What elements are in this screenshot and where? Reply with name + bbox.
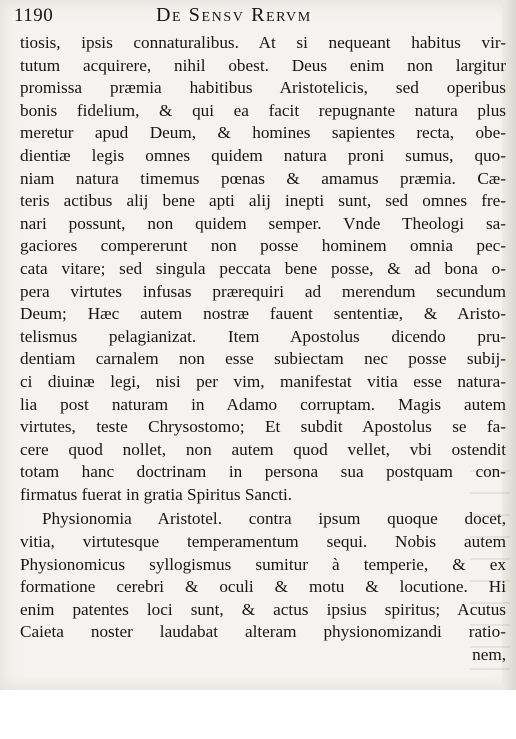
text-line: Physionomicus syllogismus sumitur à temperie, & ex bbox=[20, 554, 506, 574]
text-line: Caieta noster laudabat alteram physionomizandi ratio- bbox=[20, 622, 506, 642]
text-line: dientiæ legis omnes quidem natura proni sumus, quo- bbox=[20, 145, 506, 165]
text-line: dentiam carnalem non esse subiectam nec posse subij- bbox=[20, 349, 506, 369]
running-title: De Sensv Rervm bbox=[156, 4, 312, 26]
page-number: 1190 bbox=[14, 5, 54, 26]
body-text bbox=[20, 32, 506, 667]
text-line: nari possunt, non quidem semper. Vnde Theologi sa- bbox=[20, 213, 506, 233]
text-line: Deum; Hæc autem nostræ fauent sententiæ, & Aristo- bbox=[20, 304, 506, 324]
text-line: enim patentes loci sunt, & actus ipsius spiritus; Acutus bbox=[20, 599, 506, 619]
text-line: cata vitare; sed singula peccata bene posse, & ad bona o- bbox=[20, 258, 506, 278]
text-line: ci diuinæ legi, nisi per vim, manifestat vitia esse natura- bbox=[20, 371, 506, 391]
text-line: lia post naturam in Adamo corruptam. Magis autem bbox=[20, 394, 506, 414]
paragraph-1 bbox=[20, 32, 506, 506]
text-line: tutum acquirere, nihil obest. Deus enim non largitur bbox=[20, 55, 506, 75]
text-line: virtutes, teste Chrysostomo; Et subdit Apostolus se fa- bbox=[20, 417, 506, 437]
text-line: tiosis, ipsis connaturalibus. At si nequeant habitus vir- bbox=[20, 33, 506, 52]
text-line: cere quod nollet, non autem quod vellet, vbi ostendit bbox=[20, 439, 506, 459]
text-line: meretur apud Deum, & homines sapientes recta, obe- bbox=[20, 123, 506, 143]
text-line: formatione cerebri & oculi & motu & locutione. Hi bbox=[20, 577, 506, 597]
text-line: bonis fidelium, & qui ea facit repugnante natura plus bbox=[20, 100, 506, 120]
text-line: telismus pelagianizat. Item Apostolus dicendo pru- bbox=[20, 326, 506, 346]
text-line: teris actibus alij bene apti alij inepti sunt, sed omnes fre- bbox=[20, 191, 506, 211]
text-line: niam natura timemus pœnas & amamus præmia. Cæ- bbox=[20, 168, 506, 188]
catchword: nem, bbox=[472, 645, 506, 665]
text-line: promissa præmia habitibus Aristotelicis, sed operibus bbox=[20, 78, 506, 98]
text-line: totam hanc doctrinam in persona sua postquam con- bbox=[20, 462, 506, 482]
text-line: firmatus fuerat in gratia Spiritus Sancti. bbox=[20, 484, 293, 504]
running-head bbox=[8, 2, 508, 28]
text-line: gaciores compererunt non posse hominem omnia pec- bbox=[20, 236, 506, 256]
text-line: vitia, virtutesque temperamentum sequi. Nobis autem bbox=[20, 532, 506, 552]
text-line: pera virtutes infusas prærequiri ad merendum secundum bbox=[20, 281, 506, 301]
text-line: Physionomia Aristotel. contra ipsum quoque docet, bbox=[42, 509, 506, 529]
paragraph-2 bbox=[20, 508, 506, 644]
